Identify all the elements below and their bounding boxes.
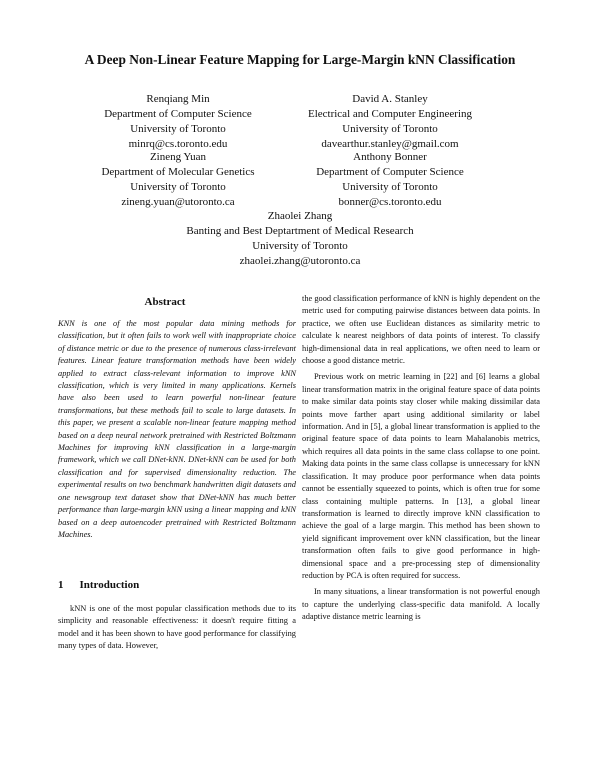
author-department: Department of Computer Science [104,108,252,120]
author-department: Department of Computer Science [316,166,464,178]
author-name: Anthony Bonner [353,151,427,163]
author-name: Renqiang Min [146,93,210,105]
author-email: davearthur.stanley@gmail.com [321,138,459,150]
author-email: bonner@cs.toronto.edu [338,196,442,208]
body-paragraph: Previous work on metric learning in [22] and [6] learns a global linear transformation matrix in the original feature space of data points to make similar data points stay closer while making dissimilar data points move farther apart using additional similarity or label information. And in [5], a global linear transformation is applied to the original feature space of data points to learn Mahalanobis metrics, which requires all data points in the same class collapse to one point. Making data points in the same class collapse is unnecessary for kNN classification. It may produce poor performance when data points cannot be essentially squeezed to points, which is often true for some class containing multiple patterns. In [13], a global linear transformation is learned to directly improve kNN classification to achieve the goal of a large margin. This method has been shown to yield significant improvement over kNN classification, but the linear transformation often fails to give good performance in high-dimensional space and a pre-processing step of dimensionality reduction by PCA is often required for success. [302,372,540,580]
author-department: Department of Molecular Genetics [101,166,255,178]
introduction-heading [58,578,139,592]
author-name: Zineng Yuan [149,151,207,163]
author-block [294,92,486,152]
author-block [98,92,258,152]
intro-paragraph: kNN is one of the most popular classification methods due to its simplicity and reasonable effectiveness: it doesn't require fitting a model and it has been shown to have good performance for classifying many types of data. However, [58,604,296,651]
author-email: zhaolei.zhang@utoronto.ca [239,255,361,267]
author-email: minrq@cs.toronto.edu [128,138,228,150]
author-block [98,150,258,210]
author-institution: University of Toronto [130,123,226,135]
author-email: zineng.yuan@utoronto.ca [121,196,235,208]
author-name: David A. Stanley [352,93,428,105]
introduction-body [58,603,296,653]
body-paragraph: In many situations, a linear transformation is not powerful enough to capture the underlying class-specific data manifold. A locally adaptive distance metric learning is [302,587,540,622]
abstract-heading: Abstract [144,296,186,308]
body-paragraph: the good classification performance of kNN is highly dependent on the metric used for computing pairwise distances between data points. In practice, we often use Euclidean distances as similarity metric to calculate k nearest neighbors of data points of interest. To classify high-dimensional data in real applications, we often need to learn or choose a good distance metric. [302,294,540,366]
paper-title: A Deep Non-Linear Feature Mapping for Large-Margin kNN Classification [84,52,516,67]
author-department: Banting and Best Deptartment of Medical Research [186,225,414,237]
author-block [294,150,486,210]
section-title: Introduction [79,579,140,591]
author-institution: University of Toronto [342,181,438,193]
author-block [0,209,600,269]
section-number: 1 [58,579,64,591]
author-institution: University of Toronto [342,123,438,135]
author-name: Zhaolei Zhang [267,210,333,222]
right-column [302,293,540,624]
left-column [58,318,296,541]
author-department: Electrical and Computer Engineering [307,108,473,120]
abstract-text: KNN is one of the most popular data mining methods for classification, but it often fails to work well with inappropriate choice of distance metric or due to the presence of numerous class-irrelevant features. Linear feature transformation methods have been widely applied to extract class-relevant information to improve kNN classification, which is very limited in many applications. Kernels have also been used to learn powerful non-linear feature transformations, but these methods fail to scale to large datasets. In this paper, we present a scalable non-linear feature mapping method based on a deep neural network pretrained with Restricted Boltzmann Machines for improving kNN classification in a large-margin framework, which we call DNet-kNN. DNet-kNN can be used for both classification and for supervised dimensionality reduction. The experimental results on two benchmark handwritten digit datasets and one newsgroup text dataset show that DNet-kNN has much better performance than large-margin kNN using a linear mapping and kNN based on a deep autoencoder pretrained with Restricted Boltzmann Machines. [58,319,296,539]
author-institution: University of Toronto [130,181,226,193]
author-institution: University of Toronto [252,240,348,252]
